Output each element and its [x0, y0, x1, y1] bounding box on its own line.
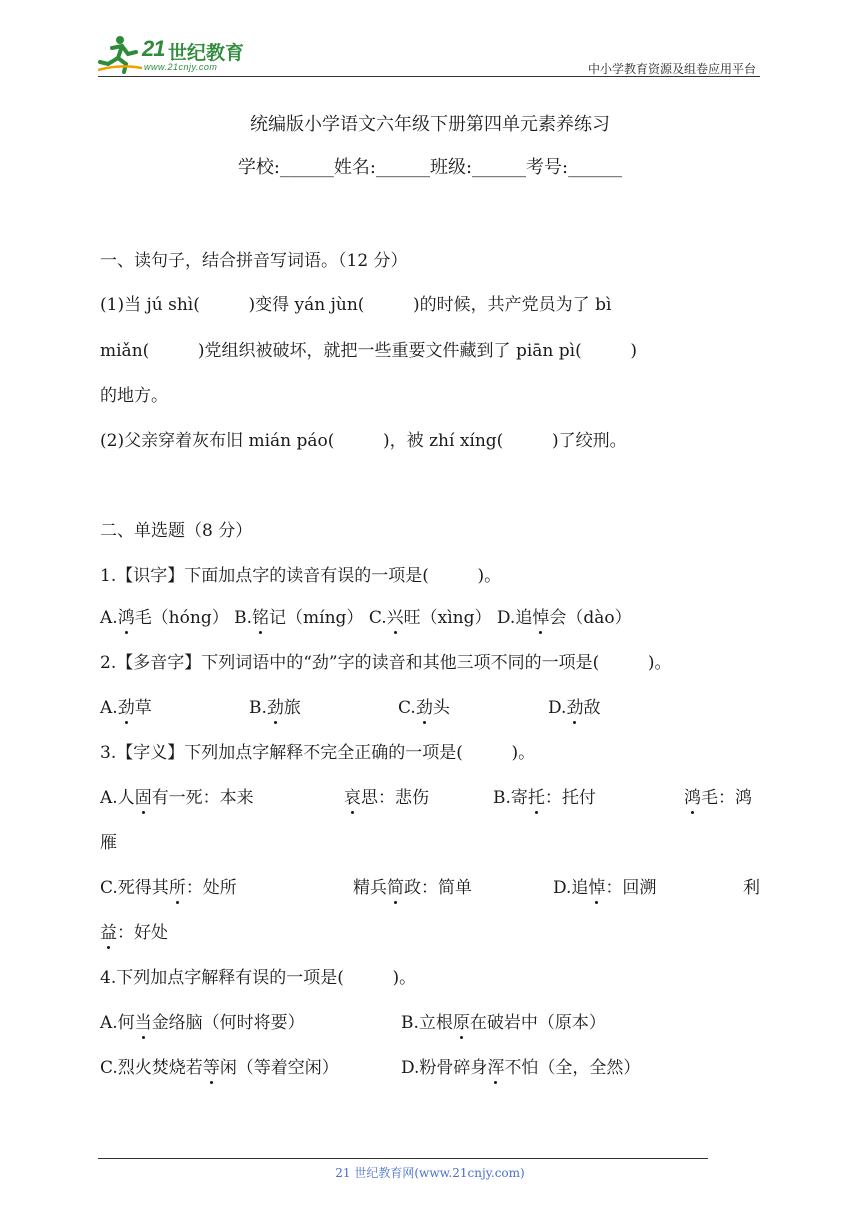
option-c: C.劲头 — [398, 693, 450, 718]
option-a: A.鸿毛（hóng） — [100, 608, 229, 628]
s1-q1-line1: (1)当 jú shì( )变得 yán jùn( )的时候，共产党员为了 bì — [100, 295, 612, 315]
s2-q1-stem: 1.【识字】下面加点字的读音有误的一项是( )。 — [100, 566, 502, 586]
option-c: C.死得其所：处所 — [100, 873, 237, 898]
s2-q3-options-line4: 益：好处 — [100, 918, 168, 943]
option-b-second: 鸿毛：鸿 — [684, 783, 752, 808]
option-d: D.劲敌 — [548, 693, 600, 718]
platform-name: 中小学教育资源及组卷应用平台 — [587, 62, 756, 76]
option-d-second: 利 — [743, 878, 760, 898]
option-a: A.人固有一死：本来 — [100, 783, 254, 808]
option-b: B.铭记（míng） — [234, 608, 363, 628]
option-b: B.劲旅 — [249, 693, 301, 718]
s1-q1-line3: 的地方。 — [100, 386, 168, 406]
option-b: B.立根原在破岩中（原本） — [401, 1008, 606, 1033]
s2-q3-options-line2: 雁 — [100, 833, 117, 853]
page-header — [0, 0, 860, 80]
option-c: C.兴旺（xìng） — [369, 608, 492, 628]
option-d: D.追悼：回溯 — [553, 873, 656, 898]
option-d: D.粉骨碎身浑不怕（全，全然） — [401, 1053, 640, 1078]
logo — [98, 34, 258, 78]
option-d: D.追悼会（dào） — [497, 608, 632, 628]
s1-q1-line2: miǎn( )党组织被破坏，就把一些重要文件藏到了 piān pì( ) — [100, 341, 637, 361]
option-c: C.烈火焚烧若等闲（等着空闲） — [100, 1053, 339, 1078]
s2-q2-stem: 2.【多音字】下列词语中的“劲”字的读音和其他三项不同的一项是( )。 — [100, 653, 672, 673]
doc-title: 统编版小学语文六年级下册第四单元素养练习 — [250, 114, 610, 135]
footer-link[interactable]: 21 世纪教育网(www.21cnjy.com) — [335, 1166, 525, 1180]
footer-divider — [98, 1158, 708, 1159]
student-info-line: 学校:______姓名:______班级:______考号:______ — [237, 157, 623, 178]
logo-text: 世纪教育 — [168, 42, 245, 64]
option-a: A.何当金络脑（何时将要） — [100, 1008, 305, 1033]
option-b: B.寄托：托付 — [493, 783, 596, 808]
option-c-second: 精兵简政：简单 — [353, 873, 472, 898]
option-a-second: 哀思：悲伤 — [344, 783, 429, 808]
header-divider — [98, 76, 760, 77]
option-a: A.劲草 — [100, 693, 152, 718]
s2-q3-stem: 3.【字义】下列加点字解释不完全正确的一项是( )。 — [100, 743, 536, 763]
logo-number: 21 — [142, 36, 165, 61]
runner-logo-icon — [98, 34, 142, 74]
s1-q2-line: (2)父亲穿着灰布旧 mián páo( )，被 zhí xíng( )了绞刑。 — [100, 431, 627, 451]
s2-q4-stem: 4.下列加点字解释有误的一项是( )。 — [100, 968, 417, 988]
section2-heading: 二、单选题（8 分） — [100, 521, 253, 541]
logo-url: www.21cnjy.com — [144, 62, 218, 72]
section1-heading: 一、读句子，结合拼音写词语。（12 分） — [100, 251, 408, 271]
s2-q1-options — [100, 603, 632, 628]
